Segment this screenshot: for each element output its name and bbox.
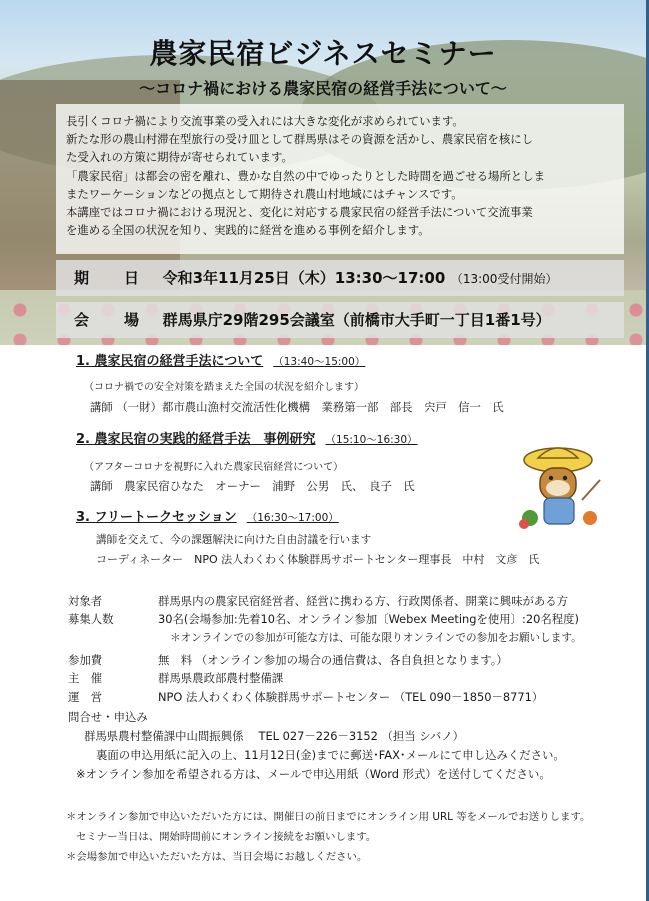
venue-value: 群馬県庁29階295会議室（前橋市大手町一丁目1番1号） (162, 311, 551, 329)
session-2-speaker: 講師 農家民宿ひなた オーナー 浦野 公男 氏、 良子 氏 (90, 479, 415, 493)
operator-value: NPO 法人わくわく体験群馬サポートセンター （TEL 090－1850－8771） (158, 690, 544, 704)
session-2-heading (76, 428, 418, 447)
online-note: ※オンライン参加を希望される方は、メールで申込用紙（Word 形式）を送付してください。 (76, 767, 551, 781)
host-value: 群馬県農政部農村整備課 (158, 671, 284, 685)
session-3-speaker: コーディネーター NPO 法人わくわく体験群馬サポートセンター理事長 中村 文彦 氏 (96, 553, 540, 566)
contact-label: 問合せ・申込み (68, 710, 148, 724)
intro-text-box (56, 104, 624, 254)
venue-bar (56, 302, 624, 338)
venue-label: 会 場 (74, 311, 150, 329)
session-1-speaker: 講師 （一財）都市農山漁村交流活性化機構 業務第一部 部長 宍戸 信一 氏 (90, 400, 504, 414)
target-value: 群馬県内の農家民宿経営者、経営に携わる方、行政関係者、開業に興味がある方 (158, 594, 569, 608)
session-1-note: （コロナ禍での安全対策を踏まえた全国の状況を紹介します） (84, 382, 364, 393)
mascot-illustration (510, 440, 610, 535)
intro-line: 長引くコロナ禍により交流事業の受入れには大きな変化が求められています。 (66, 114, 464, 128)
page-subtitle: ～コロナ禍における農家民宿の経営手法について～ (139, 79, 507, 98)
session-time: （15:10～16:30） (325, 434, 418, 446)
footnote: セミナー当日は、開始時間前にオンライン接続をお願いします。 (76, 831, 377, 843)
session-2-note: （アフターコロナを視野に入れた農家民宿経営について） (84, 462, 344, 473)
session-heading-text: 3. フリートークセッション (76, 510, 237, 525)
operator-label: 運 営 (68, 690, 103, 704)
session-heading-text: 2. 農家民宿の実践的経営手法 事例研究 (76, 432, 316, 447)
session-3-heading (76, 506, 339, 525)
intro-line: 「農家民宿」は都会の密を離れ、豊かな自然の中でゆったりとした時間を過ごせる場所としま (66, 168, 545, 183)
session-time: （16:30～17:00） (246, 512, 339, 524)
fee-value: 無 料 （オンライン参加の場合の通信費は、各自負担となります。） (158, 653, 508, 667)
host-label: 主 催 (68, 671, 103, 685)
date-bar (56, 260, 624, 296)
intro-line: またワーケーションなどの拠点として期待され農山村地域にはチャンスです。 (66, 186, 463, 201)
intro-line: を進める全国の状況を知り、実践的に経営を進める事例を紹介します。 (66, 223, 430, 238)
intro-line: 新たな形の農山村滞在型旅行の受け皿として群馬県はその資源を活かし、農家民宿を核にし (66, 132, 534, 147)
intro-line: た受入れの方策に期待が寄せられています。 (66, 150, 293, 165)
date-note: （13:00受付開始） (450, 272, 558, 286)
contact-value: 群馬県農村整備課中山間振興係 TEL 027－226－3152 （担当 シバノ） (84, 729, 465, 743)
session-3-note: 講師を交えて、今の課題解決に向けた自由討議を行います (96, 534, 372, 546)
page-title: 農家民宿ビジネスセミナー (149, 37, 497, 70)
date-value: 令和3年11月25日（木）13:30～17:00 (162, 269, 446, 287)
session-heading-text: 1. 農家民宿の経営手法について (76, 354, 264, 369)
capacity-value: 30名(会場参加:先着10名、オンライン参加〔Webex Meetingを使用〕:20名程度) (158, 612, 580, 626)
footnote: ＊オンライン参加で申込いただいた方には、開催日の前日までにオンライン用 URL 等をメールでお送りします。 (66, 811, 591, 823)
apply-note: 裏面の申込用紙に記入の上、11月12日(金)までに郵送･FAX･メールにて申し込みください。 (96, 748, 565, 762)
capacity-note: ＊オンラインでの参加が可能な方は、可能な限りオンラインでの参加をお願いします。 (170, 632, 582, 644)
intro-line: 本講座ではコロナ禍における現況と、変化に対応する農家民宿の経営手法について交流事業 (66, 205, 533, 220)
target-label: 対象者 (68, 594, 103, 608)
date-label: 期 日 (74, 269, 150, 287)
capacity-label: 募集人数 (68, 612, 114, 626)
session-1-heading (76, 350, 365, 369)
session-time: （13:40～15:00） (273, 356, 366, 368)
fee-label: 参加費 (68, 653, 103, 667)
footnote: ＊会場参加で申込いただいた方は、当日会場にお越しください。 (66, 851, 368, 863)
